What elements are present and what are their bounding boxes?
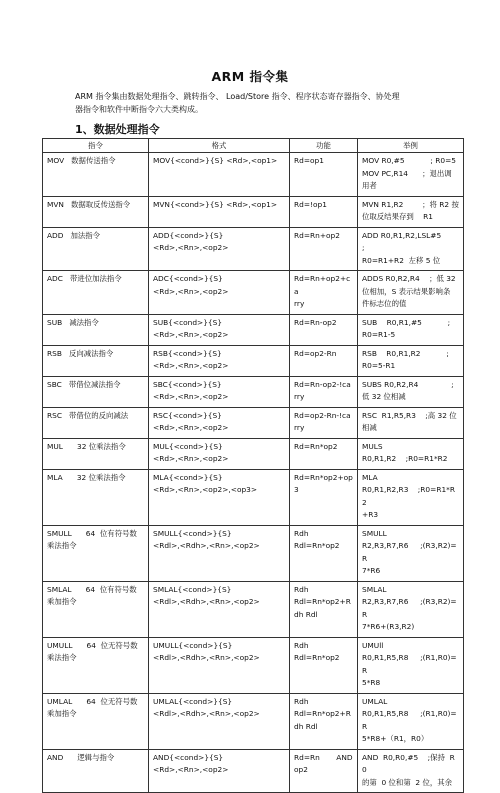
- cell-instruction: [43, 469, 149, 525]
- cell-format-line: <Rd>,<Rn>,<op2>: [153, 765, 229, 774]
- cell-format-line: <Rd>,<Rn>,<op2>: [153, 286, 229, 296]
- cell-instruction-line: RSB 反向减法指令: [47, 348, 114, 358]
- cell-example: [358, 376, 464, 407]
- cell-function-line: rry: [294, 423, 305, 432]
- cell-function-line: Rd=Rn AND: [294, 752, 353, 762]
- cell-instruction: [43, 637, 149, 693]
- cell-function-line: rry: [294, 392, 305, 401]
- cell-example-line: R0=R1-5: [362, 330, 396, 339]
- cell-example: [358, 693, 464, 749]
- cell-format: [149, 376, 290, 407]
- header-example: 举例: [358, 139, 464, 153]
- cell-example-line: ADD R0,R1,R2,LSL#5 ;: [362, 230, 460, 252]
- cell-example-line: RSC R1,R5,R3 ;高 32 位: [362, 410, 457, 420]
- cell-example: [358, 438, 464, 469]
- cell-function-line: Rd=!op1: [294, 199, 327, 209]
- cell-instruction: [43, 407, 149, 438]
- cell-example: [358, 196, 464, 227]
- cell-example-line: MOV R0,#5 ; R0=5: [362, 156, 456, 165]
- cell-format: [149, 345, 290, 376]
- cell-instruction: [43, 581, 149, 637]
- cell-instruction-line: SMLAL 64 位有符号数: [47, 584, 137, 594]
- cell-format: [149, 271, 290, 315]
- cell-format-line: SUB{<cond>}{S}: [153, 317, 223, 327]
- cell-function-line: dh Rdl: [294, 609, 318, 619]
- cell-function-line: Rdl=Rn*op2: [294, 541, 340, 550]
- table-row: [43, 314, 464, 345]
- header-function: 功能: [290, 139, 358, 153]
- cell-function: [290, 637, 358, 693]
- cell-function-line: Rdl=Rn*op2+R: [294, 709, 351, 718]
- cell-example: [358, 314, 464, 345]
- cell-function-line: Rdh: [294, 696, 309, 706]
- cell-format: [149, 314, 290, 345]
- cell-format-line: AND{<cond>}{S}: [153, 752, 224, 762]
- cell-function: [290, 345, 358, 376]
- cell-function-line: Rdl=Rn*op2+R: [294, 597, 351, 606]
- table-row: [43, 637, 464, 693]
- cell-function-line: 3: [294, 485, 299, 494]
- cell-example-line: SUBS R0,R2,R4 ;: [362, 379, 454, 389]
- cell-example-line: UMLAL: [362, 696, 388, 706]
- table-body: [43, 153, 464, 793]
- cell-function: [290, 271, 358, 315]
- cell-instruction-line: MVN 数据取反传送指令: [47, 199, 131, 209]
- cell-function-line: Rd=op2-Rn-!ca: [294, 410, 351, 420]
- cell-format: [149, 153, 290, 197]
- table-row: [43, 271, 464, 315]
- cell-function: [290, 438, 358, 469]
- cell-example-line: R0=5-R1: [362, 361, 396, 370]
- cell-example-line: 5*R8: [362, 678, 381, 687]
- cell-function-line: Rd=Rn*op2: [294, 441, 338, 451]
- cell-example: [358, 469, 464, 525]
- cell-function-line: Rdh: [294, 528, 309, 538]
- intro-paragraph: [75, 90, 435, 116]
- cell-format-line: RSC{<cond>}{S}: [153, 410, 222, 420]
- header-format: 格式: [149, 139, 290, 153]
- cell-example-line: ADDS R0,R2,R4 ；低 32: [362, 274, 456, 283]
- cell-function-line: Rd=Rn*op2+op: [294, 472, 353, 482]
- cell-example-line: R0=R1+R2 左移 5 位: [362, 255, 441, 265]
- table-row: [43, 376, 464, 407]
- cell-format: [149, 227, 290, 271]
- cell-format: [149, 637, 290, 693]
- cell-function: [290, 749, 358, 793]
- cell-example: [358, 749, 464, 793]
- cell-function: [290, 153, 358, 197]
- cell-function-line: Rdh: [294, 584, 309, 594]
- cell-instruction: [43, 314, 149, 345]
- cell-format-line: UMULL{<cond>}{S}: [153, 640, 233, 650]
- cell-example-line: MULS: [362, 441, 383, 451]
- cell-format-line: <Rd>,<Rn>,<op2>,<op3>: [153, 485, 258, 494]
- cell-instruction-line: SMULL 64 位有符号数: [47, 528, 137, 538]
- cell-example: [358, 525, 464, 581]
- cell-example-line: SUB R0,R1,#5 ;: [362, 317, 451, 327]
- table-row: [43, 749, 464, 793]
- cell-format: [149, 438, 290, 469]
- cell-example: [358, 227, 464, 271]
- cell-format-line: MUL{<cond>}{S}: [153, 441, 223, 451]
- cell-example-line: R0,R1,R2 ;R0=R1*R2: [362, 454, 448, 463]
- cell-format: [149, 749, 290, 793]
- instruction-table: [42, 138, 464, 793]
- cell-format-line: <Rd>,<Rn>,<op2>: [153, 423, 229, 432]
- cell-instruction-line: MLA 32 位乘法指令: [47, 472, 126, 482]
- cell-format-line: UMLAL{<cond>}{S}: [153, 696, 233, 706]
- cell-function: [290, 227, 358, 271]
- cell-instruction-line: UMLAL 64 位无符号数: [47, 696, 138, 706]
- cell-instruction-line: 乘加指令: [47, 709, 77, 718]
- table-row: [43, 581, 464, 637]
- cell-function: [290, 581, 358, 637]
- cell-example-line: 用者: [362, 181, 377, 190]
- cell-example-line: AND R0,R0,#5 ;保持 R0: [362, 752, 455, 774]
- intro-line-1: ARM 指令集由数据处理指令、跳转指令、 Load/Store 指令、程序状态寄存器指令、协处理: [75, 92, 400, 101]
- cell-example-line: 位取反结果存到 R1: [362, 212, 433, 221]
- cell-format-line: <Rdl>,<Rdh>,<Rn>,<op2>: [153, 541, 260, 550]
- cell-function: [290, 525, 358, 581]
- cell-instruction-line: 乘加指令: [47, 597, 77, 606]
- cell-function-line: Rdl=Rn*op2: [294, 653, 340, 662]
- table-row: [43, 345, 464, 376]
- cell-example-line: SMLAL: [362, 584, 387, 594]
- cell-example-line: R0,R1,R2,R3 ;R0=R1*R2: [362, 485, 455, 507]
- table-row: [43, 153, 464, 197]
- cell-format-line: SMULL{<cond>}{S}: [153, 528, 232, 538]
- cell-instruction-line: ADD 加法指令: [47, 230, 101, 240]
- cell-example-line: 7*R6: [362, 566, 381, 575]
- cell-instruction-line: 乘法指令: [47, 653, 77, 662]
- cell-function: [290, 314, 358, 345]
- page-title: ARM 指令集: [211, 69, 289, 84]
- cell-example-line: MOV PC,R14 ；退出调: [362, 168, 452, 178]
- cell-example-line: +R3: [362, 510, 379, 519]
- table-row: [43, 196, 464, 227]
- cell-function-line: Rd=Rn-op2: [294, 317, 337, 327]
- cell-function-line: Rd=Rn+op2+ca: [294, 274, 351, 296]
- cell-example: [358, 271, 464, 315]
- table-row: [43, 469, 464, 525]
- cell-instruction-line: MUL 32 位乘法指令: [47, 441, 126, 451]
- cell-instruction: [43, 345, 149, 376]
- cell-function-line: Rd=op2-Rn: [294, 348, 337, 358]
- cell-function: [290, 469, 358, 525]
- cell-instruction: [43, 153, 149, 197]
- cell-format-line: <Rd>,<Rn>,<op2>: [153, 392, 229, 401]
- cell-example-line: 件标志位的值: [362, 299, 407, 308]
- cell-function-line: op2: [294, 765, 308, 774]
- table-row: [43, 693, 464, 749]
- cell-format-line: <Rd>,<Rn>,<op2>: [153, 330, 229, 339]
- cell-format: [149, 525, 290, 581]
- cell-instruction-line: 乘法指令: [47, 541, 77, 550]
- cell-format-line: <Rdl>,<Rdh>,<Rn>,<op2>: [153, 653, 260, 662]
- cell-example-line: 相减: [362, 423, 377, 432]
- cell-instruction: [43, 196, 149, 227]
- cell-instruction-line: SUB 减法指令: [47, 317, 99, 327]
- cell-function-line: Rd=Rn+op2: [294, 230, 340, 240]
- cell-example-line: R0,R1,R5,R8 ;(R1,R0)=R: [362, 653, 457, 675]
- cell-format: [149, 407, 290, 438]
- cell-function: [290, 693, 358, 749]
- cell-instruction-line: RSC 带借位的反向减法: [47, 410, 129, 420]
- cell-function-line: dh Rdl: [294, 721, 318, 731]
- cell-example-line: 7*R6+(R3,R2): [362, 622, 415, 631]
- cell-format-line: RSB{<cond>}{S}: [153, 348, 222, 358]
- cell-instruction: [43, 271, 149, 315]
- cell-instruction: [43, 525, 149, 581]
- cell-example: [358, 581, 464, 637]
- section-heading: 1、数据处理指令: [75, 123, 160, 136]
- cell-format-line: ADC{<cond>}{S}: [153, 274, 223, 283]
- cell-instruction: [43, 438, 149, 469]
- cell-function: [290, 407, 358, 438]
- cell-format-line: SMLAL{<cond>}{S}: [153, 584, 232, 594]
- cell-example-line: 位相加，S 表示结果影响条: [362, 286, 451, 296]
- cell-function: [290, 376, 358, 407]
- cell-function-line: Rdh: [294, 640, 309, 650]
- cell-format: [149, 693, 290, 749]
- cell-instruction: [43, 376, 149, 407]
- cell-example: [358, 637, 464, 693]
- header-instruction: 指令: [43, 139, 149, 153]
- cell-example-line: MVN R1,R2 ；将 R2 按: [362, 199, 459, 209]
- cell-instruction-line: UMULL 64 位无符号数: [47, 640, 138, 650]
- cell-format-line: MOV{<cond>}{S} <Rd>,<op1>: [153, 156, 278, 165]
- cell-example-line: R0,R1,R5,R8 ;(R1,R0)=R: [362, 709, 457, 731]
- cell-function-line: Rd=Rn-op2-!ca: [294, 379, 351, 389]
- cell-format: [149, 196, 290, 227]
- cell-format-line: <Rd>,<Rn>,<op2>: [153, 454, 229, 463]
- cell-function-line: rry: [294, 299, 305, 308]
- table-row: [43, 525, 464, 581]
- cell-example: [358, 345, 464, 376]
- cell-example: [358, 407, 464, 438]
- cell-example-line: R2,R3,R7,R6 ;(R3,R2)=R: [362, 597, 457, 619]
- table-row: [43, 227, 464, 271]
- intro-line-2: 器指令和软件中断指令六大类构成。: [75, 105, 203, 114]
- cell-format-line: <Rd>,<Rn>,<op2>: [153, 361, 229, 370]
- cell-format-line: ADD{<cond>}{S}: [153, 230, 224, 240]
- table-row: [43, 407, 464, 438]
- cell-example-line: RSB R0,R1,R2 ;: [362, 348, 449, 358]
- cell-format: [149, 469, 290, 525]
- cell-format-line: <Rdl>,<Rdh>,<Rn>,<op2>: [153, 597, 260, 606]
- cell-format-line: <Rd>,<Rn>,<op2>: [153, 243, 229, 252]
- cell-example-line: MLA: [362, 472, 378, 482]
- cell-instruction: [43, 227, 149, 271]
- cell-example-line: 5*R8+（R1，R0）: [362, 734, 429, 743]
- cell-format-line: <Rdl>,<Rdh>,<Rn>,<op2>: [153, 709, 260, 718]
- cell-format-line: MLA{<cond>}{S}: [153, 472, 223, 482]
- table-header-row: [43, 139, 464, 153]
- cell-example: [358, 153, 464, 197]
- cell-instruction-line: AND 逻辑与指令: [47, 752, 115, 762]
- cell-format: [149, 581, 290, 637]
- cell-instruction-line: SBC 带借位减法指令: [47, 379, 121, 389]
- cell-format-line: MVN{<cond>}{S} <Rd>,<op1>: [153, 199, 278, 209]
- cell-instruction: [43, 693, 149, 749]
- cell-example-line: R2,R3,R7,R6 ;(R3,R2)=R: [362, 541, 457, 563]
- table-row: [43, 438, 464, 469]
- cell-example-line: 低 32 位相减: [362, 392, 406, 401]
- cell-instruction-line: MOV 数据传送指令: [47, 156, 116, 165]
- cell-example-line: UMUll: [362, 640, 384, 650]
- cell-function: [290, 196, 358, 227]
- cell-instruction: [43, 749, 149, 793]
- cell-format-line: SBC{<cond>}{S}: [153, 379, 222, 389]
- cell-instruction-line: ADC 带进位加法指令: [47, 274, 122, 283]
- cell-example-line: SMULL: [362, 528, 387, 538]
- cell-example-line: 的第 0 位和第 2 位，其余: [362, 777, 453, 787]
- cell-function-line: Rd=op1: [294, 156, 324, 165]
